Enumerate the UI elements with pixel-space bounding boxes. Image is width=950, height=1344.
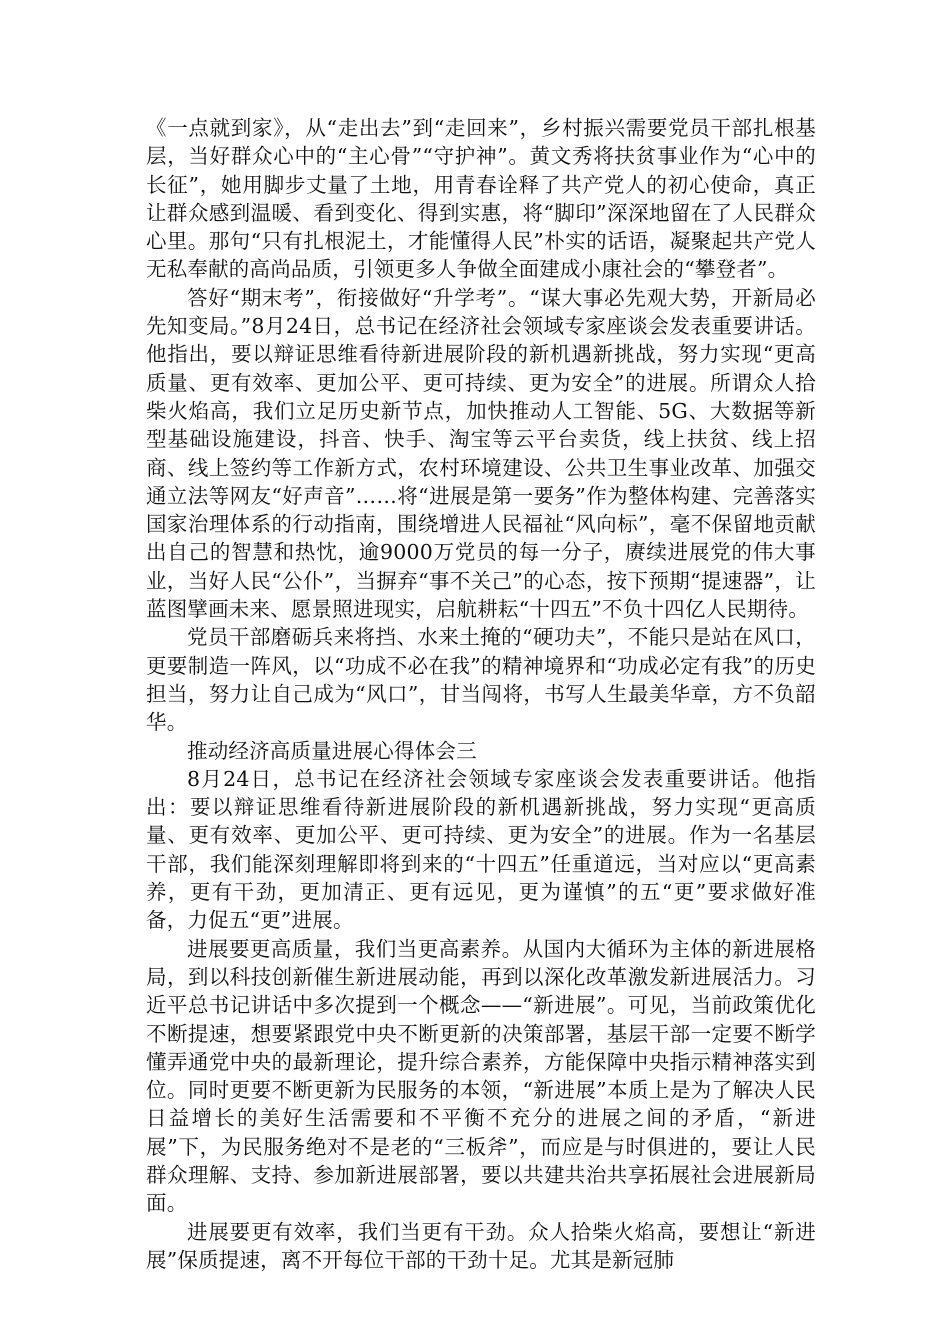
paragraph-huang-wenxiu: 《一点就到家》，从“走出去”到“走回来”，乡村振兴需要党员干部扎根基层，当好群众心中的“主心骨”“守护神”。黄文秀将扶贫事业作为“心中的长征”，她用脚步丈量了土地，用青春诠释了共产党人的初心使命，真正让群众感到温暖、看到变化、得到实惠，将“脚印”深深地留在了人民群众心里。那句“只有扎根泥土，才能懂得人民”朴实的话语，凝聚起共产党人无私奉献的高尚品质，引领更多人争做全面建成小康社会的“攀登者”。 (146, 116, 816, 282)
paragraph-august-24-speech: 8月24日，总书记在经济社会领域专家座谈会发表重要讲话。他指出：要以辩证思维看待新进展阶段的新机遇新挑战，努力实现“更高质量、更有效率、更加公平、更可持续、更为安全”的进展。作为一名基层干部，我们能深刻理解即将到来的“十四五”任重道远，当对应以“更高素养，更有干劲，更加清正、更有远见，更为谨慎”的五“更”要求做好准备，力促五“更”进展。 (146, 766, 816, 933)
document-page (146, 114, 816, 1274)
section-heading: 推动经济高质量进展心得体会三 (187, 738, 477, 763)
paragraph-final-exam: 答好“期末考”，衔接做好“升学考”。“谋大事必先观大势，开新局必先知变局。”8月24日，总书记在经济社会领域专家座谈会发表重要讲话。他指出，要以辩证思维看待新进展阶段的新机遇新挑战，努力实现“更高质量、更有效率、更加公平、更可持续、更为安全”的进展。所谓众人拾柴火焰高，我们立足历史新节点，加快推动人工智能、5G、大数据等新型基础设施建设，抖音、快手、淘宝等云平台卖货，线上扶贫、线上招商、线上签约等工作新方式，农村环境建设、公共卫生事业改革、加强交通立法等网友“好声音”……将“进展是第一要务”作为整体构建、完善落实国家治理体系的行动指南，围绕增进人民福祉“风向标”，毫不保留地贡献出自己的智慧和热忱，逾9000万党员的每一分子，赓续进展党的伟大事业，当好人民“公仆”，当摒弃“事不关己”的心态，按下预期“提速器”，让蓝图擘画未来、愿景照进现实，启航耕耘“十四五”不负十四亿人民期待。 (146, 285, 816, 622)
paragraph-higher-efficiency: 进展要更有效率，我们当更有干劲。众人拾柴火焰高，要想让“新进展”保质提速，离不开每位干部的干劲十足。尤其是新冠肺 (146, 1219, 816, 1272)
paragraph-higher-quality: 进展要更高质量，我们当更高素养。从国内大循环为主体的新进展格局，到以科技创新催生新进展动能，再到以深化改革激发新进展活力。习近平总书记讲话中多次提到一个概念——“新进展”。可见，当前政策优化不断提速，想要紧跟党中央不断更新的决策部署，基层干部一定要不断学懂弄通党中央的最新理论，提升综合素养，方能保障中央指示精神落实到位。同时更要不断更新为民服务的本领，“新进展”本质上是为了解决人民日益增长的美好生活需要和不平衡不充分的进展之间的矛盾，“新进展”下，为民服务绝对不是老的“三板斧”，而应是与时俱进的，要让人民群众理解、支持、参加新进展部署，要以共建共治共享拓展社会进展新局面。 (146, 936, 816, 1216)
paragraph-hard-skills: 党员干部磨砺兵来将挡、水来土掩的“硬功夫”，不能只是站在风口，更要制造一阵风，以“功成不必在我”的精神境界和“功成必定有我”的历史担当，努力让自己成为“风口”，甘当闯将，书写人生最美华章，方不负韶华。 (146, 625, 816, 735)
